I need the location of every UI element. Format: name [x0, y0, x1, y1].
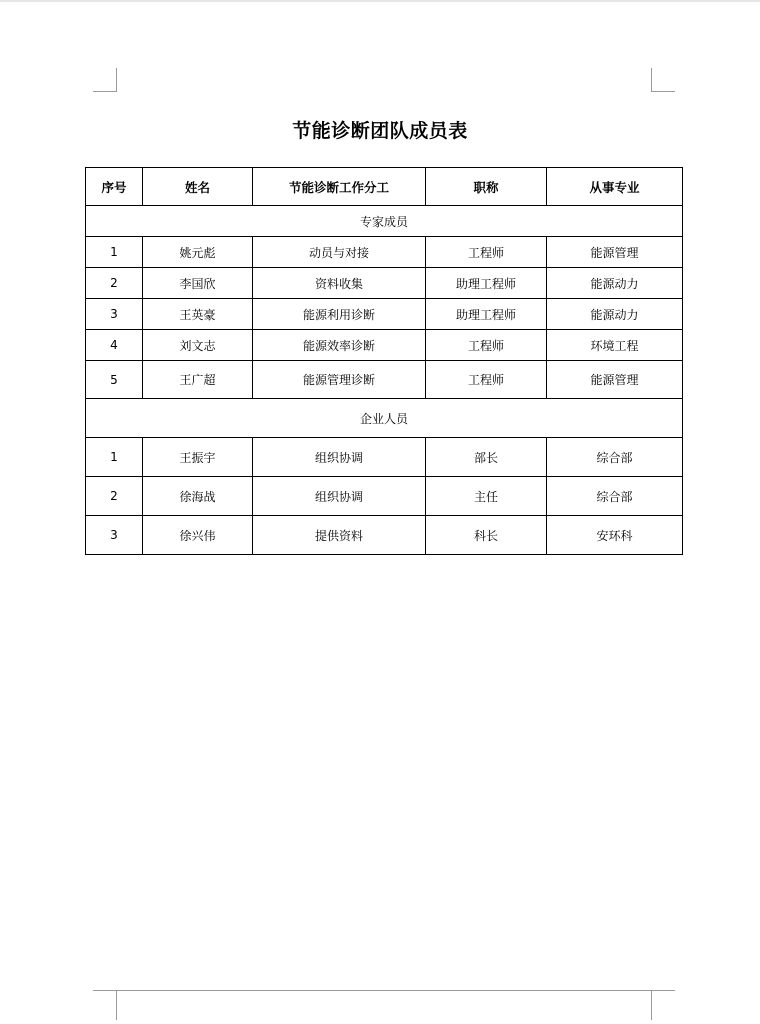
cell-specialty: 能源动力 [547, 268, 683, 299]
crop-mark-bottom-left-h [93, 990, 117, 991]
cell-name: 刘文志 [143, 330, 253, 361]
table-row [86, 268, 683, 299]
table-row [86, 477, 683, 516]
cell-role: 组织协调 [253, 477, 426, 516]
cell-role: 资料收集 [253, 268, 426, 299]
header-cell-role: 节能诊断工作分工 [253, 168, 426, 206]
table-header-row [86, 168, 683, 206]
cell-index: 1 [86, 438, 143, 477]
cell-name: 王英豪 [143, 299, 253, 330]
page-bottom-border [116, 990, 652, 991]
header-cell-specialty: 从事专业 [547, 168, 683, 206]
section-label: 专家成员 [86, 206, 683, 237]
crop-mark-top-left-h [93, 91, 117, 92]
cell-name: 王广超 [143, 361, 253, 399]
cell-title: 科长 [426, 516, 547, 555]
cell-specialty: 环境工程 [547, 330, 683, 361]
cell-specialty: 能源管理 [547, 237, 683, 268]
section-label: 企业人员 [86, 399, 683, 438]
cell-specialty: 能源动力 [547, 299, 683, 330]
cell-specialty: 综合部 [547, 438, 683, 477]
header-cell-index: 序号 [86, 168, 143, 206]
cell-index: 2 [86, 268, 143, 299]
cell-role: 能源效率诊断 [253, 330, 426, 361]
cell-index: 5 [86, 361, 143, 399]
cell-index: 3 [86, 299, 143, 330]
cell-index: 4 [86, 330, 143, 361]
team-members-table [85, 167, 683, 555]
cell-title: 工程师 [426, 361, 547, 399]
table-row [86, 516, 683, 555]
section-row-experts [86, 206, 683, 237]
cell-name: 徐海战 [143, 477, 253, 516]
page-title: 节能诊断团队成员表 [292, 120, 468, 142]
cell-title: 部长 [426, 438, 547, 477]
header-cell-name: 姓名 [143, 168, 253, 206]
cell-name: 徐兴伟 [143, 516, 253, 555]
cell-title: 助理工程师 [426, 299, 547, 330]
table-row [86, 237, 683, 268]
cell-title: 工程师 [426, 237, 547, 268]
cell-specialty: 安环科 [547, 516, 683, 555]
crop-mark-top-right-v [651, 68, 652, 91]
cell-role: 组织协调 [253, 438, 426, 477]
cell-index: 2 [86, 477, 143, 516]
cell-title: 工程师 [426, 330, 547, 361]
header-cell-title: 职称 [426, 168, 547, 206]
table-row [86, 438, 683, 477]
crop-mark-top-right-h [651, 91, 675, 92]
cell-role: 动员与对接 [253, 237, 426, 268]
cell-name: 姚元彪 [143, 237, 253, 268]
crop-mark-bottom-left-v [116, 990, 117, 1020]
section-row-company [86, 399, 683, 438]
cell-name: 王振宇 [143, 438, 253, 477]
crop-mark-bottom-right-h [651, 990, 675, 991]
cell-role: 能源管理诊断 [253, 361, 426, 399]
cell-index: 3 [86, 516, 143, 555]
page-top-edge [0, 0, 760, 2]
cell-title: 主任 [426, 477, 547, 516]
table-row [86, 299, 683, 330]
cell-specialty: 能源管理 [547, 361, 683, 399]
cell-specialty: 综合部 [547, 477, 683, 516]
table-row [86, 330, 683, 361]
cell-title: 助理工程师 [426, 268, 547, 299]
cell-role: 能源利用诊断 [253, 299, 426, 330]
table-row [86, 361, 683, 399]
crop-mark-bottom-right-v [651, 990, 652, 1020]
cell-name: 李国欣 [143, 268, 253, 299]
cell-role: 提供资料 [253, 516, 426, 555]
cell-index: 1 [86, 237, 143, 268]
crop-mark-top-left-v [116, 68, 117, 91]
